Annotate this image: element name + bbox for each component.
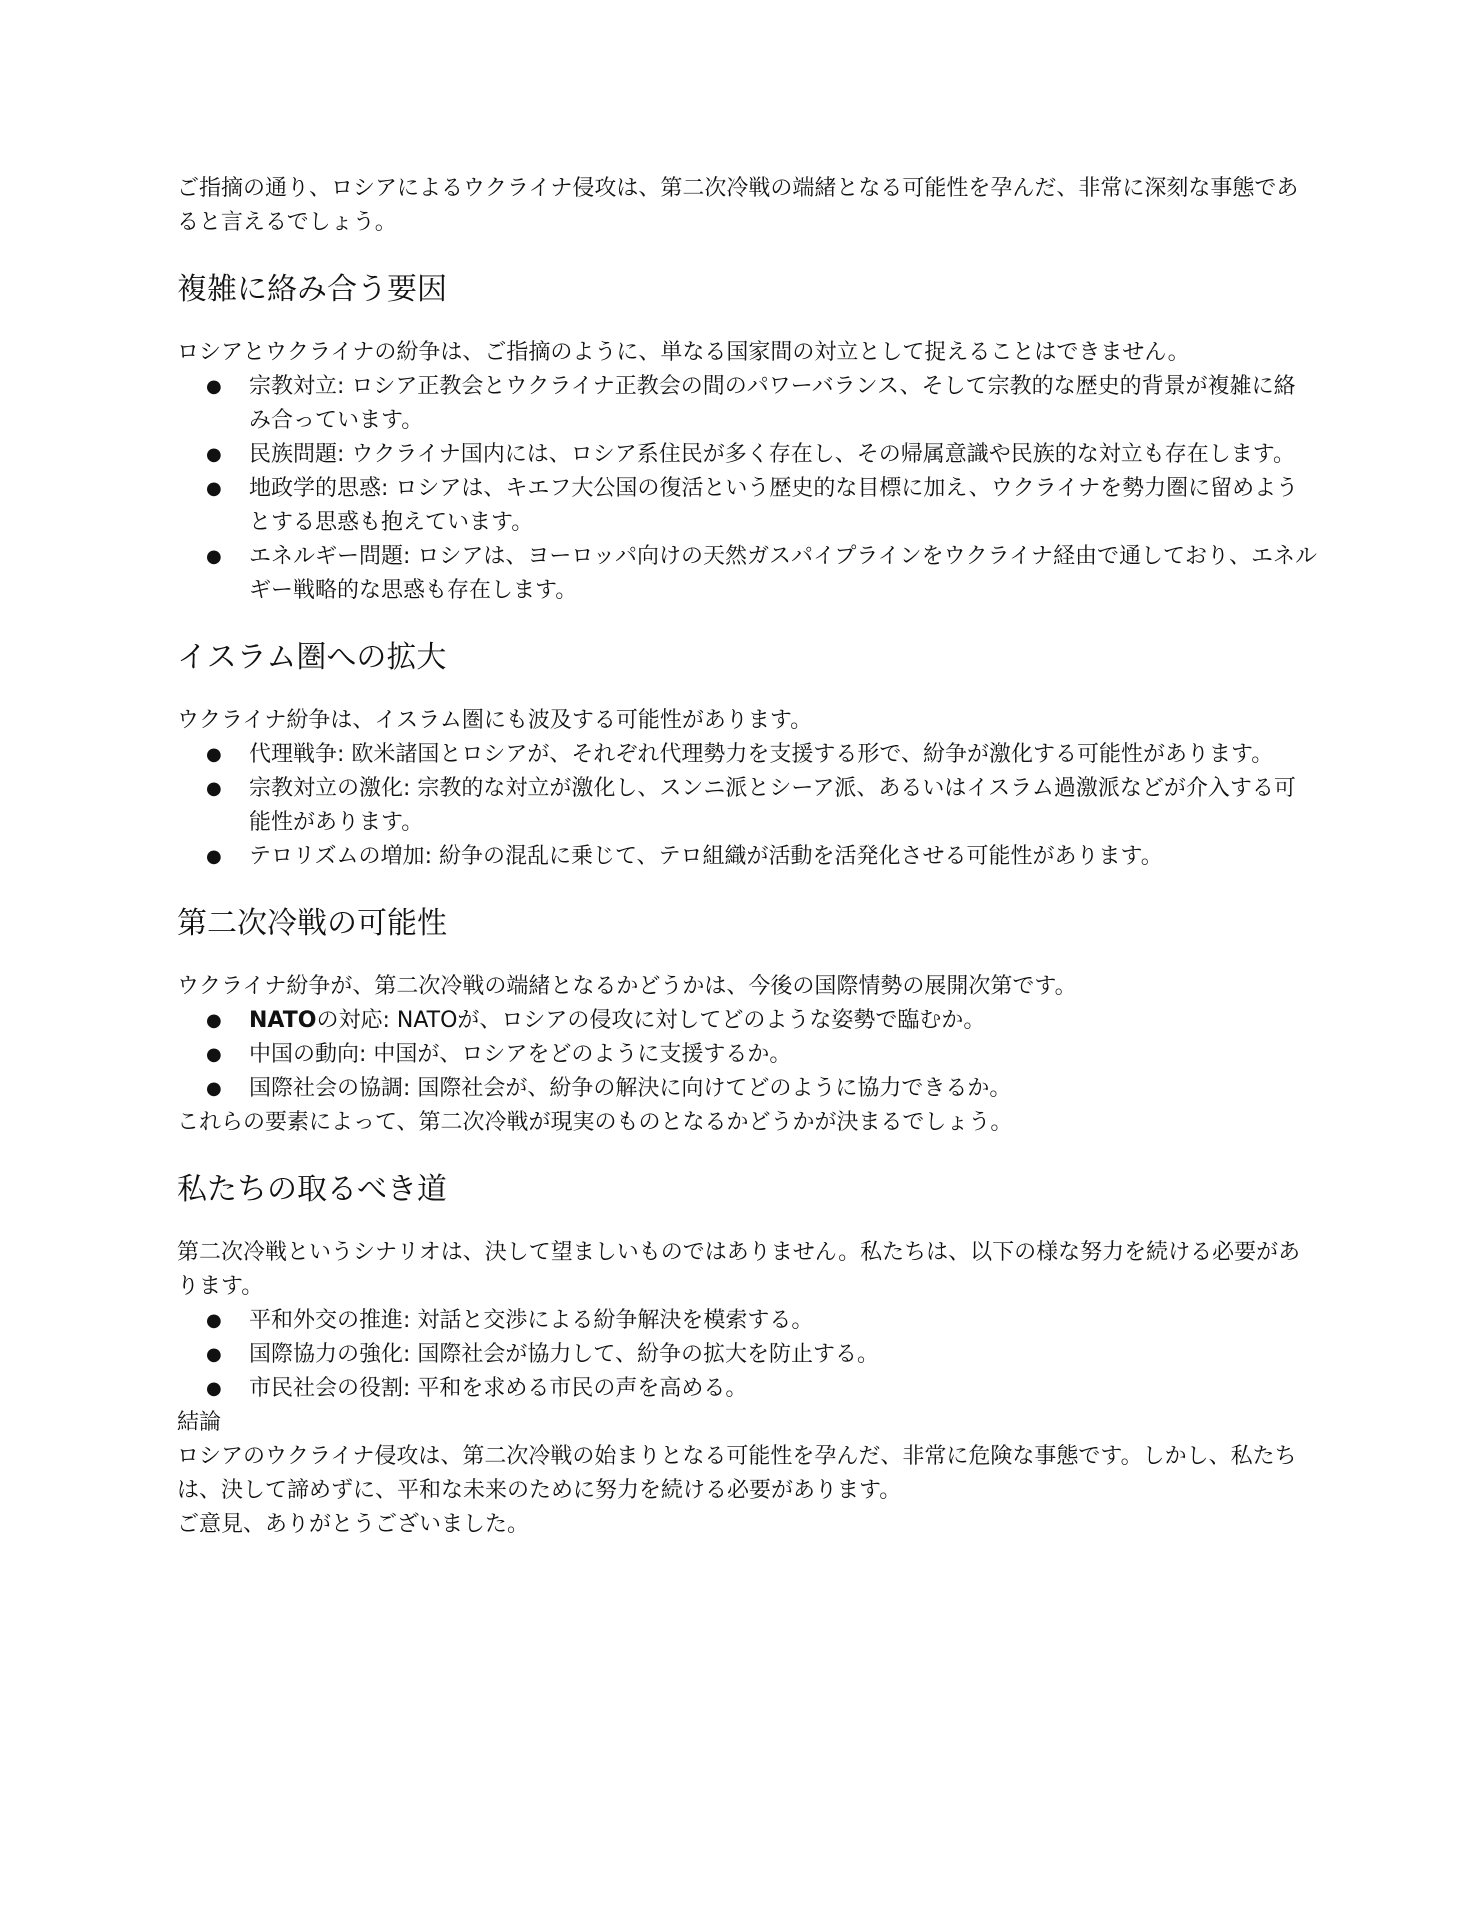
- list-item: ● 国際協力の強化: 国際社会が協力して、紛争の拡大を防止する。: [177, 1338, 1317, 1372]
- list-item: ● エネルギー問題: ロシアは、ヨーロッパ向けの天然ガスパイプラインをウクライナ経由で通しており、エネルギー戦略的な思惑も存在します。: [177, 540, 1317, 608]
- section-heading: イスラム圏への拡大: [177, 640, 447, 675]
- list-item: ● 市民社会の役割: 平和を求める市民の声を高める。: [177, 1372, 1317, 1406]
- section-factors: [177, 270, 1317, 608]
- bullet-icon: ●: [206, 1044, 222, 1065]
- thanks-paragraph: ご意見、ありがとうございました。: [177, 1512, 530, 1537]
- list-item: ● 代理戦争: 欧米諸国とロシアが、それぞれ代理勢力を支援する形で、紛争が激化する可能性があります。: [177, 738, 1317, 772]
- item-term: エネルギー問題: [249, 544, 404, 569]
- list-item: ● 地政学的思惑: ロシアは、キエフ大公国の復活という歴史的な目標に加え、ウクライナを勢力圏に留めようとする思惑も抱えています。: [177, 472, 1317, 540]
- item-desc: 中国が、ロシアをどのように支援するか。: [373, 1042, 792, 1067]
- section-coldwar: [177, 904, 1317, 1140]
- item-desc: 紛争の混乱に乗じて、テロ組織が活動を活発化させる可能性があります。: [438, 844, 1163, 869]
- item-desc: 対話と交渉による紛争解決を模索する。: [417, 1308, 814, 1333]
- item-term: 国際社会の協調: [249, 1076, 404, 1101]
- list-item: ● 平和外交の推進: 対話と交渉による紛争解決を模索する。: [177, 1304, 1317, 1338]
- bullet-icon: ●: [206, 778, 222, 799]
- section-heading: 第二次冷戦の可能性: [177, 906, 447, 941]
- section-path: [177, 1170, 1317, 1542]
- intro-paragraph: ご指摘の通り、ロシアによるウクライナ侵攻は、第二次冷戦の端緒となる可能性を孕んだ、非常に深刻な事態であると言えるでしょう。: [177, 176, 1299, 235]
- list-item: ● NATOの対応: NATOが、ロシアの侵攻に対してどのような姿勢で臨むか。: [177, 1004, 1317, 1038]
- conclusion-paragraph: ロシアのウクライナ侵攻は、第二次冷戦の始まりとなる可能性を孕んだ、非常に危険な事態です。しかし、私たちは、決して諦めずに、平和な未来のために努力を続ける必要があります。: [177, 1444, 1297, 1503]
- item-term: の対応: [316, 1008, 383, 1033]
- section-lead: ウクライナ紛争は、イスラム圏にも波及する可能性があります。: [177, 708, 813, 733]
- bullet-list: [177, 1304, 1317, 1406]
- section-lead: 第二次冷戦というシナリオは、決して望ましいものではありません。私たちは、以下の様な努力を続ける必要があります。: [177, 1240, 1301, 1299]
- item-desc: ロシアは、ヨーロッパ向けの天然ガスパイプラインをウクライナ経由で通しており、エネルギー戦略的な思惑も存在します。: [249, 544, 1318, 603]
- item-term: 中国の動向: [249, 1042, 360, 1067]
- item-desc: NATOが、ロシアの侵攻に対してどのような姿勢で臨むか。: [396, 1008, 986, 1033]
- item-term: 市民社会の役割: [249, 1376, 404, 1401]
- section-heading: 複雑に絡み合う要因: [177, 272, 447, 307]
- item-desc: ロシアは、キエフ大公国の復活という歴史的な目標に加え、ウクライナを勢力圏に留めようとする思惑も抱えています。: [249, 476, 1299, 535]
- bullet-icon: ●: [206, 546, 222, 567]
- bullet-list: [177, 370, 1317, 608]
- bullet-icon: ●: [206, 1010, 222, 1031]
- bullet-icon: ●: [206, 444, 222, 465]
- item-desc: 国際社会が協力して、紛争の拡大を防止する。: [417, 1342, 879, 1367]
- bullet-icon: ●: [206, 1310, 222, 1331]
- item-desc: 欧米諸国とロシアが、それぞれ代理勢力を支援する形で、紛争が激化する可能性があります。: [351, 742, 1274, 767]
- list-item: ● 宗教対立: ロシア正教会とウクライナ正教会の間のパワーバランス、そして宗教的な歴史的背景が複雑に絡み合っています。: [177, 370, 1317, 438]
- item-term: 平和外交の推進: [249, 1308, 404, 1333]
- list-item: ● 中国の動向: 中国が、ロシアをどのように支援するか。: [177, 1038, 1317, 1072]
- bullet-icon: ●: [206, 1378, 222, 1399]
- bullet-icon: ●: [206, 846, 222, 867]
- list-item: ● テロリズムの増加: 紛争の混乱に乗じて、テロ組織が活動を活発化させる可能性があります。: [177, 840, 1317, 874]
- section-closing: これらの要素によって、第二次冷戦が現実のものとなるかどうかが決まるでしょう。: [177, 1110, 1013, 1135]
- bullet-icon: ●: [206, 1344, 222, 1365]
- conclusion-label: 結論: [177, 1410, 222, 1435]
- item-desc: 国際社会が、紛争の解決に向けてどのように協力できるか。: [417, 1076, 1012, 1101]
- bullet-icon: ●: [206, 478, 222, 499]
- document-page: [177, 172, 1317, 1572]
- item-term: 代理戦争: [249, 742, 338, 767]
- section-lead: ロシアとウクライナの紛争は、ご指摘のように、単なる国家間の対立として捉えることはできません。: [177, 340, 1190, 365]
- item-term: 地政学的思惑: [249, 476, 382, 501]
- bullet-list: [177, 1004, 1317, 1106]
- item-term: 民族問題: [249, 442, 338, 467]
- item-desc: ロシア正教会とウクライナ正教会の間のパワーバランス、そして宗教的な歴史的背景が複雑に絡み合っています。: [249, 374, 1296, 433]
- bullet-icon: ●: [206, 1078, 222, 1099]
- list-item: ● 民族問題: ウクライナ国内には、ロシア系住民が多く存在し、その帰属意識や民族的な対立も存在します。: [177, 438, 1317, 472]
- section-islam: [177, 638, 1317, 874]
- item-term: 国際協力の強化: [249, 1342, 404, 1367]
- item-desc: 宗教的な対立が激化し、スンニ派とシーア派、あるいはイスラム過激派などが介入する可能性があります。: [249, 776, 1296, 835]
- item-term-bold: NATO: [249, 1008, 317, 1033]
- list-item: ● 国際社会の協調: 国際社会が、紛争の解決に向けてどのように協力できるか。: [177, 1072, 1317, 1106]
- item-desc: ウクライナ国内には、ロシア系住民が多く存在し、その帰属意識や民族的な対立も存在します。: [351, 442, 1296, 467]
- item-term: テロリズムの増加: [249, 844, 425, 869]
- section-heading: 私たちの取るべき道: [177, 1172, 447, 1207]
- item-term: 宗教対立: [249, 374, 338, 399]
- item-term: 宗教対立の激化: [249, 776, 404, 801]
- list-item: ● 宗教対立の激化: 宗教的な対立が激化し、スンニ派とシーア派、あるいはイスラム過激派などが介入する可能性があります。: [177, 772, 1317, 840]
- bullet-list: [177, 738, 1317, 874]
- section-lead: ウクライナ紛争が、第二次冷戦の端緒となるかどうかは、今後の国際情勢の展開次第です。: [177, 974, 1077, 999]
- bullet-icon: ●: [206, 744, 222, 765]
- item-desc: 平和を求める市民の声を高める。: [417, 1376, 748, 1401]
- bullet-icon: ●: [206, 376, 222, 397]
